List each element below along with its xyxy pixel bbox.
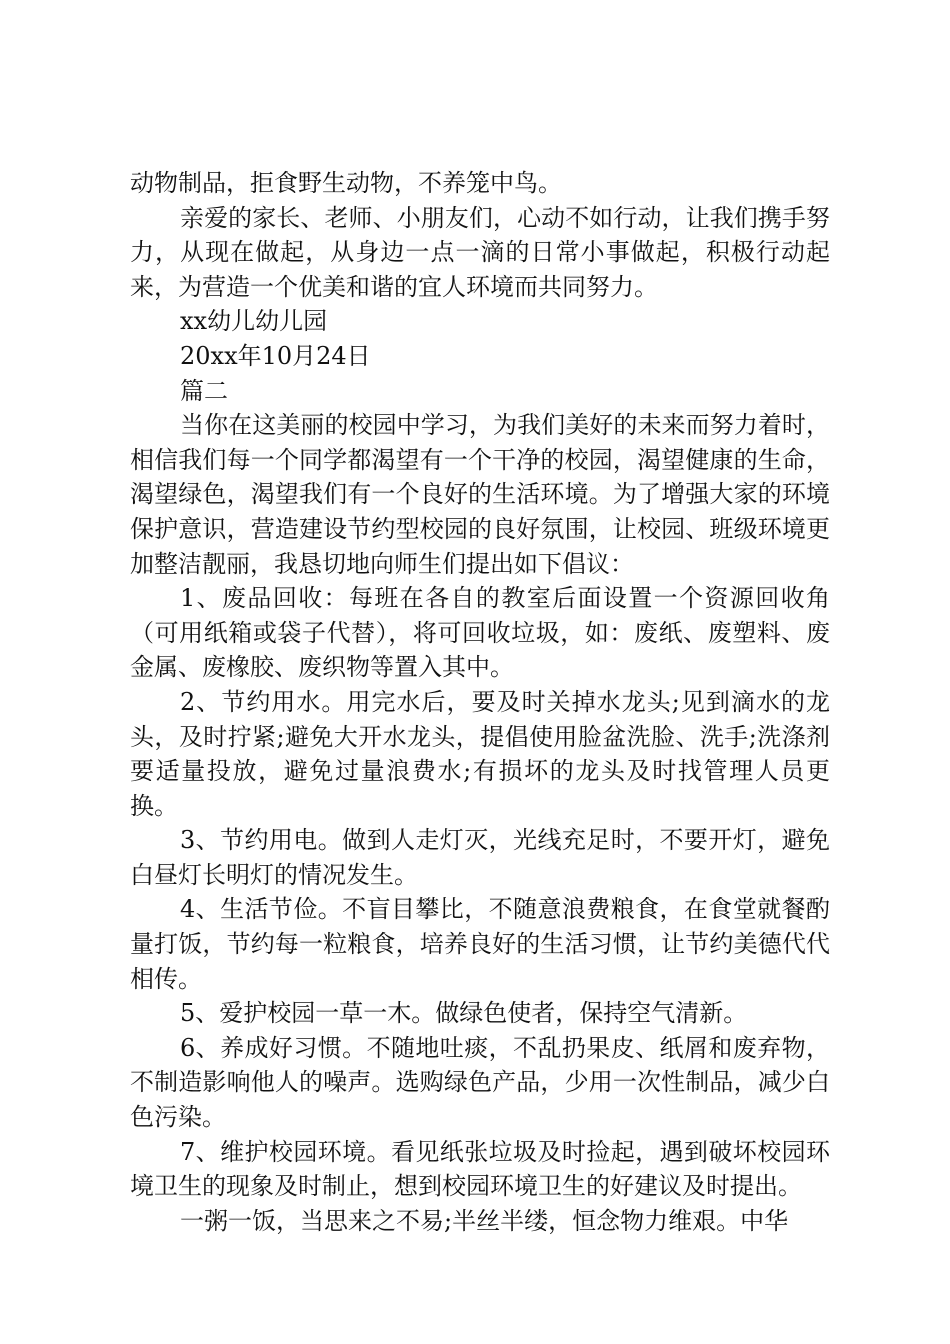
list-item-frugality: 4、生活节俭。不盲目攀比，不随意浪费粮食，在食堂就餐酌量打饭，节约每一粒粮食，培养良好的生活习惯，让节约美德代代相传。 xyxy=(130,895,830,993)
document-body xyxy=(130,166,830,1238)
list-item-recycling: 1、废品回收：每班在各自的教室后面设置一个资源回收角（可用纸箱或袋子代替），将可回收垃圾，如：废纸、废塑料、废金属、废橡胶、废织物等置入其中。 xyxy=(130,584,830,682)
paragraph-appeal: 亲爱的家长、老师、小朋友们，心动不如行动，让我们携手努力，从现在做起，从身边一点一滴的日常小事做起，积极行动起来，为营造一个优美和谐的宜人环境而共同努力。 xyxy=(130,203,830,301)
list-item-water: 2、节约用水。用完水后，要及时关掉水龙头;见到滴水的龙头，及时拧紧;避免大开水龙头，提倡使用脸盆洗脸、洗手;洗涤剂要适量投放，避免过量浪费水;有损坏的龙头及时找管理人员更换。 xyxy=(130,687,830,820)
signature-date: 20xx年10月24日 xyxy=(180,341,371,370)
signature-organization: xx幼儿幼儿园 xyxy=(180,307,328,336)
list-item-habits: 6、养成好习惯。不随地吐痰，不乱扔果皮、纸屑和废弃物，不制造影响他人的噪声。选购绿色产品，少用一次性制品，减少白色污染。 xyxy=(130,1033,830,1132)
section-heading: 篇二 xyxy=(180,376,228,405)
list-item-greenery: 5、爱护校园一草一木。做绿色使者，保持空气清新。 xyxy=(180,999,748,1028)
paragraph-continuation: 动物制品，拒食野生动物，不养笼中鸟。 xyxy=(130,169,562,197)
paragraph-closing: 一粥一饭，当思来之不易;半丝半缕，恒念物力维艰。中华 xyxy=(180,1206,789,1235)
paragraph-intro: 当你在这美丽的校园中学习，为我们美好的未来而努力着时，相信我们每一个同学都渴望有一个干净的校园，渴望健康的生命，渴望绿色，渴望我们有一个良好的生活环境。为了增强大家的环境保护意识，营造建设节约型校园的良好氛围，让校园、班级环境更加整洁靓丽，我恳切地向师生们提出如下倡议： xyxy=(130,411,830,578)
list-item-environment: 7、维护校园环境。看见纸张垃圾及时捡起，遇到破坏校园环境卫生的现象及时制止，想到校园环境卫生的好建议及时提出。 xyxy=(130,1137,830,1201)
list-item-electricity: 3、节约用电。做到人走灯灭，光线充足时，不要开灯，避免白昼灯长明灯的情况发生。 xyxy=(130,826,830,889)
